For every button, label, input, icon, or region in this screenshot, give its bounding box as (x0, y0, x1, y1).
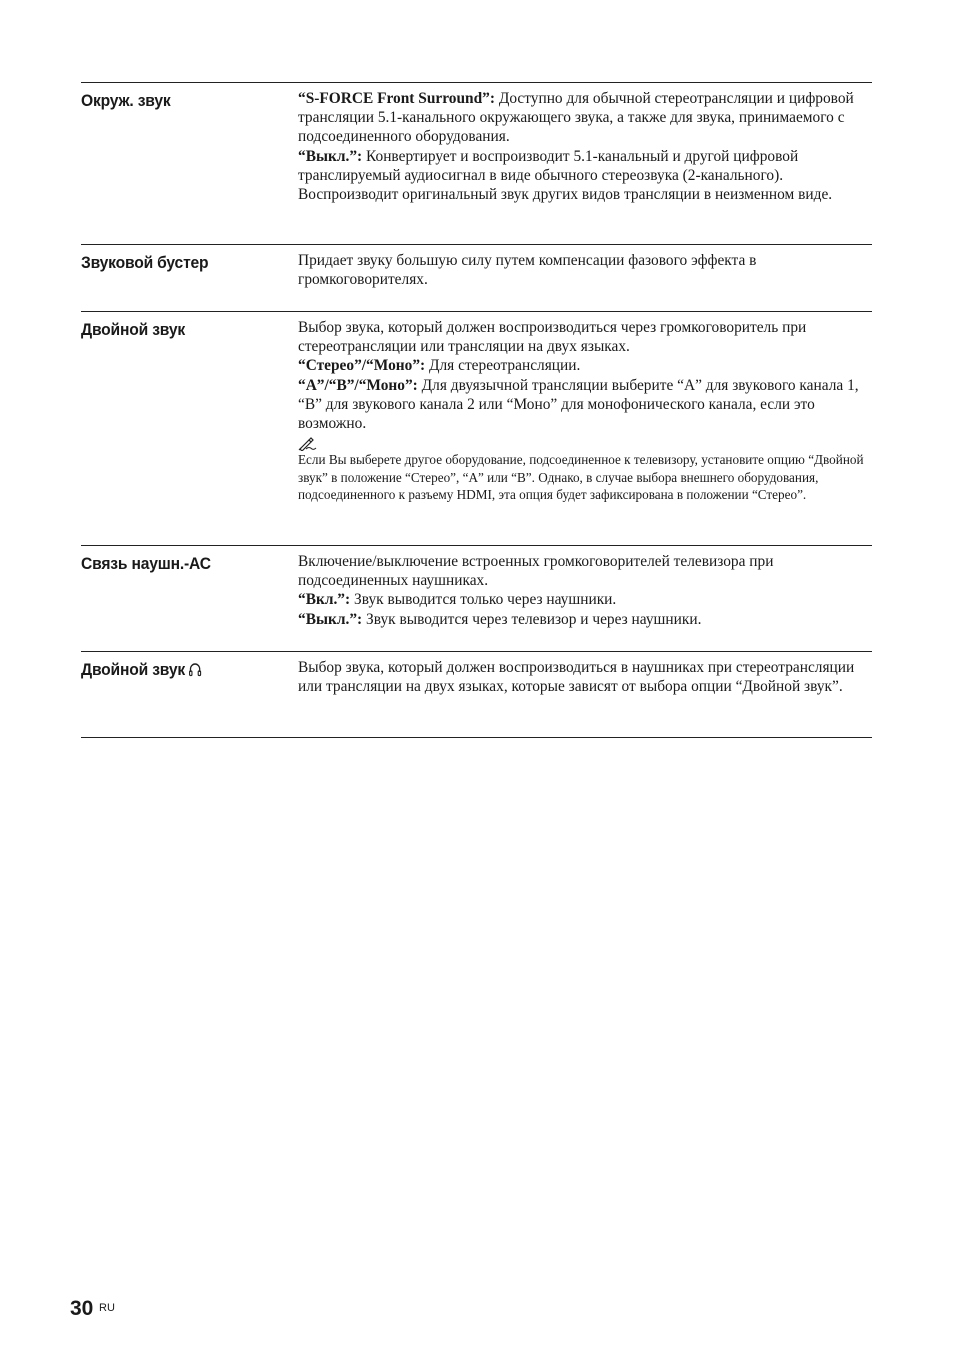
table-row-surround (81, 82, 872, 244)
option-text: Для стереотрансляции. (425, 357, 581, 375)
option-name: “A”/“B”/“Моно”: (298, 376, 418, 394)
row-label-text: Двойной звук (81, 660, 186, 679)
option-text: Звук выводится через телевизор и через наушники. (362, 610, 702, 628)
description-line (298, 376, 872, 434)
description-line (298, 251, 872, 289)
row-label: Звуковой бустер (81, 253, 209, 272)
note-text: Если Вы выберете другое оборудование, подсоединенное к телевизору, установите опцию “Двойной звук” в положение “Стерео”, “A” или “B”. Однако, в случае выбора внешнего оборудования, подсоединенного к разъему HDMI, эта опция будет зафиксирована в положении “Стерео”. (298, 452, 864, 503)
row-label: Окруж. звук (81, 91, 171, 110)
option-text: Звук выводится только через наушники. (350, 591, 617, 609)
option-name: “Вкл.”: (298, 591, 351, 609)
row-label (81, 652, 281, 737)
row-description (298, 83, 872, 244)
option-text: Конвертирует и воспроизводит 5.1-канальный и другой цифровой транслируемый аудиосигнал в виде обычного стереозвука (2-канального). Воспроизводит оригинальный звук других видов трансляции в неизменном виде. (298, 147, 833, 204)
table-row-headphone-speaker-link (81, 545, 872, 651)
option-name: “Выкл.”: (298, 610, 363, 628)
option-text: Включение/выключение встроенных громкоговорителей телевизора при подсоединенных наушниках. (298, 553, 774, 590)
description-line (298, 318, 872, 356)
row-label: Связь наушн.-АС (81, 554, 211, 573)
page-language-code: RU (99, 1302, 115, 1314)
description-line (298, 658, 872, 696)
row-description (298, 312, 872, 545)
option-name: “S-FORCE Front Surround”: (298, 90, 495, 107)
table-row-dual-sound-headphones (81, 651, 872, 737)
description-line (298, 89, 872, 147)
description-line (298, 610, 872, 629)
option-name: “Выкл.”: (298, 147, 363, 165)
headphones-icon (188, 661, 203, 677)
row-description (298, 546, 872, 651)
description-line (298, 147, 872, 205)
option-text: Доступно для обычной стереотрансляции и цифровой трансляции 5.1-канального окружающего звука, а также для звука, принимаемого с подсоединенного оборудования. (298, 90, 854, 146)
settings-table (81, 82, 872, 738)
option-text: Выбор звука, который должен воспроизводиться в наушниках при стереотрансляции или трансляции на двух языках, которые зависят от выбора опции “Двойной звук”. (298, 659, 855, 696)
description-line (298, 552, 872, 590)
option-text: Для двуязычной трансляции выберите “A” для звукового канала 1, “B” для звукового канала 2 или “Моно” для монофонического канала, если это возможно. (298, 376, 859, 433)
description-line (298, 356, 872, 375)
table-row-sound-booster (81, 244, 872, 311)
table-row-dual-sound (81, 311, 872, 545)
description-line (298, 590, 872, 609)
row-description (298, 245, 872, 311)
option-text: Придает звуку большую силу путем компенсации фазового эффекта в громкоговорителях. (298, 252, 757, 289)
page-number: 30 (70, 1297, 94, 1320)
row-label: Двойной звук (81, 320, 186, 339)
option-text: Выбор звука, который должен воспроизводиться через громкоговоритель при стереотрансляции или трансляции на двух языках. (298, 319, 807, 356)
row-description (298, 652, 872, 737)
option-name: “Стерео”/“Моно”: (298, 357, 426, 375)
pencil-note-icon (298, 437, 318, 451)
